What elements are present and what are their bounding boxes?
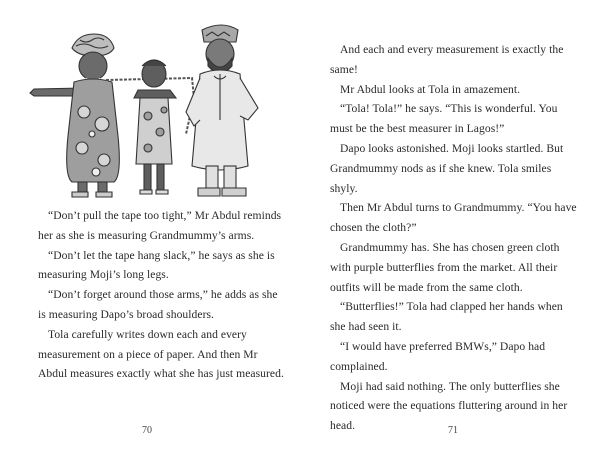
paragraph: Tola carefully writes down each and every measurement on a piece of paper. And then Mr Abdul measures exactly what she has just measured. [38, 327, 284, 381]
grandmummy-figure [30, 34, 119, 197]
page-number: 71 [448, 425, 458, 436]
paragraph: “Butterflies!” Tola had clapped her hands when she had seen it. [330, 300, 563, 334]
illustration-measuring-scene [26, 16, 280, 206]
paragraph: “Tola! Tola!” he says. “This is wonderful. You must be the best measurer in Lagos!” [330, 102, 558, 136]
right-page [300, 0, 600, 460]
paragraph: And each and every measurement is exactly the same! [330, 43, 564, 76]
paragraph: Grandmummy has. She has chosen green cloth with purple butterflies from the market. All their outfits will be made from the same cloth. [330, 240, 560, 294]
paragraph: “Don’t pull the tape too tight,” Mr Abdul reminds her as she is measuring Grandmummy’s arms. [38, 209, 282, 242]
paragraph: “Don’t forget around those arms,” he adds as she is measuring Dapo’s broad shoulders. [38, 288, 278, 321]
paragraph: Moji had said nothing. The only butterflies she noticed were the equations fluttering around in her head. [330, 379, 568, 433]
page-number: 70 [142, 425, 152, 436]
paragraph: “I would have preferred BMWs,” Dapo had complained. [330, 339, 546, 373]
left-page-text [38, 206, 288, 384]
mr-abdul-figure [186, 25, 258, 196]
right-page-text [330, 40, 580, 436]
paragraph: Mr Abdul looks at Tola in amazement. [340, 82, 521, 96]
paragraph: Dapo looks astonished. Moji looks startled. But Grandmummy nods as if she knew. Tola smiles shyly. [330, 141, 564, 195]
paragraph: “Don’t let the tape hang slack,” he says as she is measuring Moji’s long legs. [38, 248, 275, 282]
paragraph: Then Mr Abdul turns to Grandmummy. “You have chosen the cloth?” [330, 201, 577, 235]
